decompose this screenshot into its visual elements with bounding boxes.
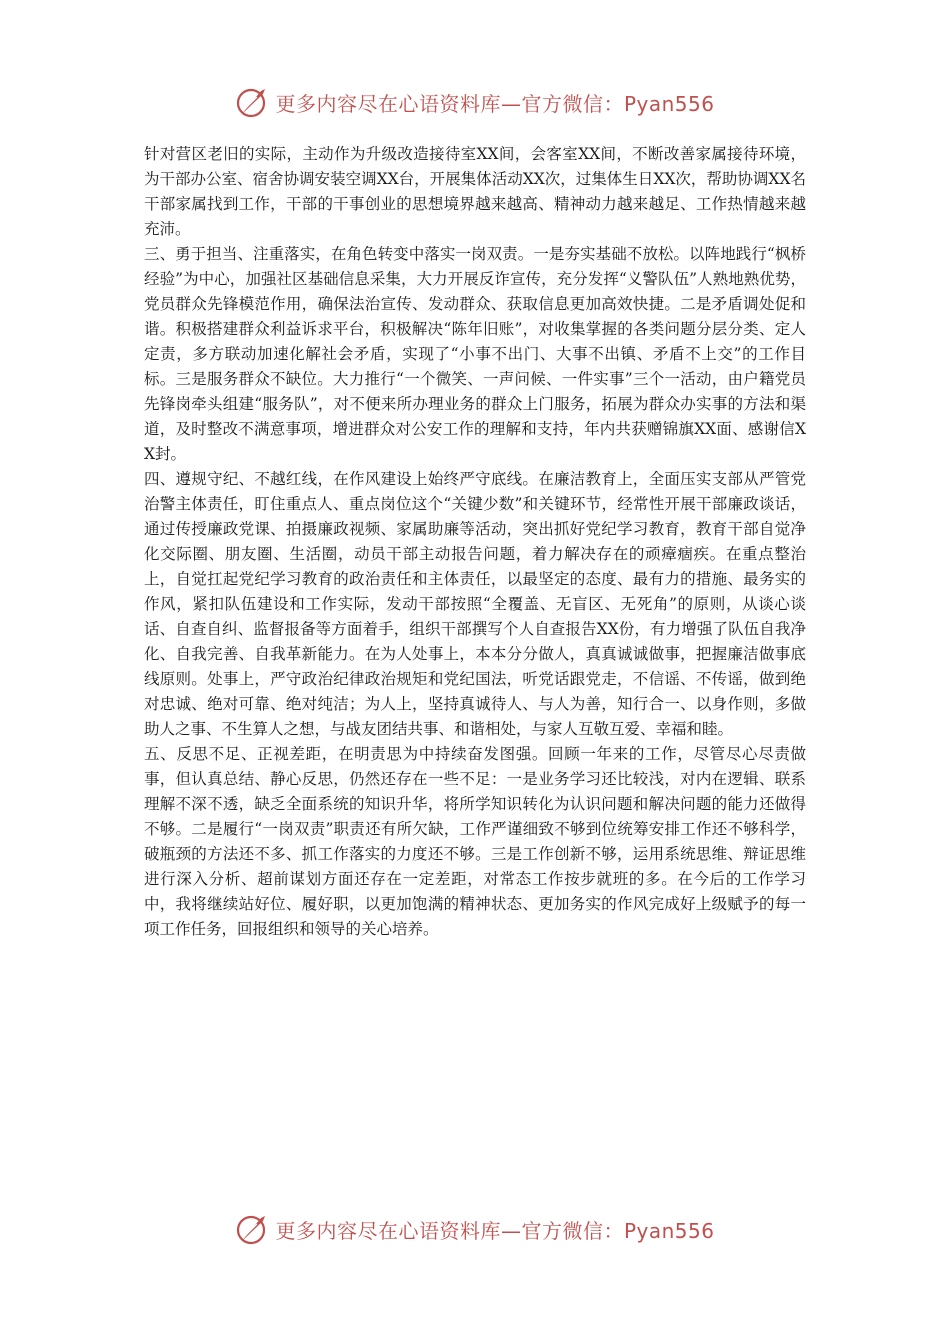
paragraph: 针对营区老旧的实际，主动作为升级改造接待室XX间，会客室XX间，不断改善家属接待环境，为干部办公室、宿舍协调安装空调XX台，开展集体活动XX次，过集体生日XX次，帮助协调XX名干部家属找到工作，干部的干事创业的思想境界越来越高、精神动力越来越足、工作热情越来越充沛。	[144, 145, 806, 238]
paragraph: 四、遵规守纪、不越红线，在作风建设上始终严守底线。在廉洁教育上，全面压实支部从严管党治警主体责任，盯住重点人、重点岗位这个“关键少数”和关键环节，经常性开展干部廉政谈话，通过传授廉政党课、拍摄廉政视频、家属助廉等活动，突出抓好党纪学习教育，教育干部自觉净化交际圈、朋友圈、生活圈，动员干部主动报告问题，着力解决存在的顽瘴痼疾。在重点整治上，自觉扛起党纪学习教育的政治责任和主体责任，以最坚定的态度、最有力的措施、最务实的作风，紧扣队伍建设和工作实际，发动干部按照“全覆盖、无盲区、无死角”的原则，从谈心谈话、自查自纠、监督报备等方面着手，组织干部撰写个人自查报告XX份，有力增强了队伍自我净化、自我完善、自我革新能力。在为人处事上，本本分分做人，真真诚诚做事，把握廉洁做事底线原则。处事上，严守政治纪律政治规矩和党纪国法，听党话跟党走，不信谣、不传谣，做到绝对忠诚、绝对可靠、绝对纯洁；为人上，坚持真诚待人、与人为善，知行合一、以身作则，多做助人之事、不生算人之想，与战友团结共事、和谐相处，与家人互敬互爱、幸福和睦。	[144, 470, 806, 738]
watermark-text: 更多内容尽在心语资料库—官方微信：Pyan556	[275, 91, 715, 116]
header-watermark	[0, 82, 950, 122]
quill-circle-icon	[235, 85, 269, 119]
document-body	[144, 142, 806, 942]
paragraph: 五、反思不足、正视差距，在明责思为中持续奋发图强。回顾一年来的工作，尽管尽心尽责做事，但认真总结、静心反思，仍然还存在一些不足：一是业务学习还比较浅，对内在逻辑、联系理解不深不透，缺乏全面系统的知识升华，将所学知识转化为认识问题和解决问题的能力还做得不够。二是履行“一岗双责”职责还有所欠缺，工作严谨细致不够到位统筹安排工作还不够科学，破瓶颈的方法还不多、抓工作落实的力度还不够。三是工作创新不够，运用系统思维、辩证思维进行深入分析、超前谋划方面还存在一定差距，对常态工作按步就班的多。在今后的工作学习中，我将继续站好位、履好职，以更加饱满的精神状态、更加务实的作风完成好上级赋予的每一项工作任务，回报组织和领导的关心培养。	[144, 745, 806, 938]
footer-watermark	[0, 1209, 950, 1249]
quill-circle-icon	[235, 1212, 269, 1246]
watermark-text: 更多内容尽在心语资料库—官方微信：Pyan556	[275, 1218, 715, 1243]
paragraph: 三、勇于担当、注重落实，在角色转变中落实一岗双责。一是夯实基础不放松。以阵地践行“枫桥经验”为中心，加强社区基础信息采集，大力开展反诈宣传，充分发挥“义警队伍”人熟地熟优势，党员群众先锋模范作用，确保法治宣传、发动群众、获取信息更加高效快捷。二是矛盾调处促和谐。积极搭建群众利益诉求平台，积极解决“陈年旧账”，对收集掌握的各类问题分层分类、定人定责，多方联动加速化解社会矛盾，实现了“小事不出门、大事不出镇、矛盾不上交”的工作目标。三是服务群众不缺位。大力推行“一个微笑、一声问候、一件实事”三个一活动，由户籍党员先锋岗牵头组建“服务队”，对不便来所办理业务的群众上门服务，拓展为群众办实事的方法和渠道，及时整改不满意事项，增进群众对公安工作的理解和支持，年内共获赠锦旗XX面、感谢信XX封。	[144, 245, 806, 463]
